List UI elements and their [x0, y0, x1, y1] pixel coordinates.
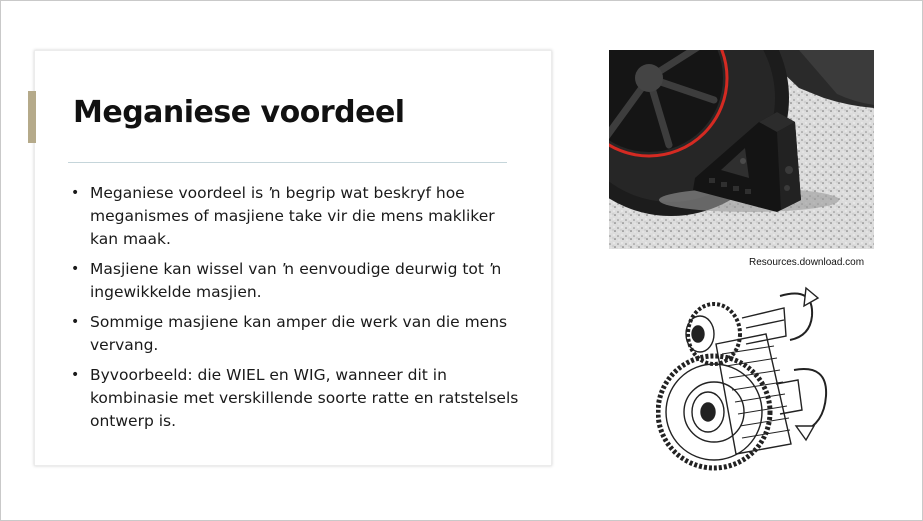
bullet-item: • Sommige masjiene kan amper die werk van die mens vervang.	[71, 311, 521, 357]
bullet-list	[71, 182, 521, 440]
bullet-item: • Meganiese voordeel is ŉ begrip wat beskryf hoe meganismes of masjiene take vir die mens makliker kan maak.	[71, 182, 521, 251]
gear-train-icon	[656, 284, 846, 479]
wheel-chock-icon	[609, 50, 874, 249]
title-accent-bar	[28, 91, 36, 143]
slide-title: Meganiese voordeel	[73, 95, 405, 130]
image-caption: Resources.download.com	[749, 257, 865, 268]
bullet-item: • Masjiene kan wissel van ŉ eenvoudige deurwig tot ŉ ingewikkelde masjien.	[71, 258, 521, 304]
gear-train-illustration	[656, 284, 846, 479]
bullet-item: • Byvoorbeeld: die WIEL en WIG, wanneer dit in kombinasie met verskillende soorte ratte en ratstelsels ontwerp is.	[71, 364, 521, 433]
wheel-chock-photo	[609, 50, 874, 249]
title-divider	[68, 162, 507, 163]
